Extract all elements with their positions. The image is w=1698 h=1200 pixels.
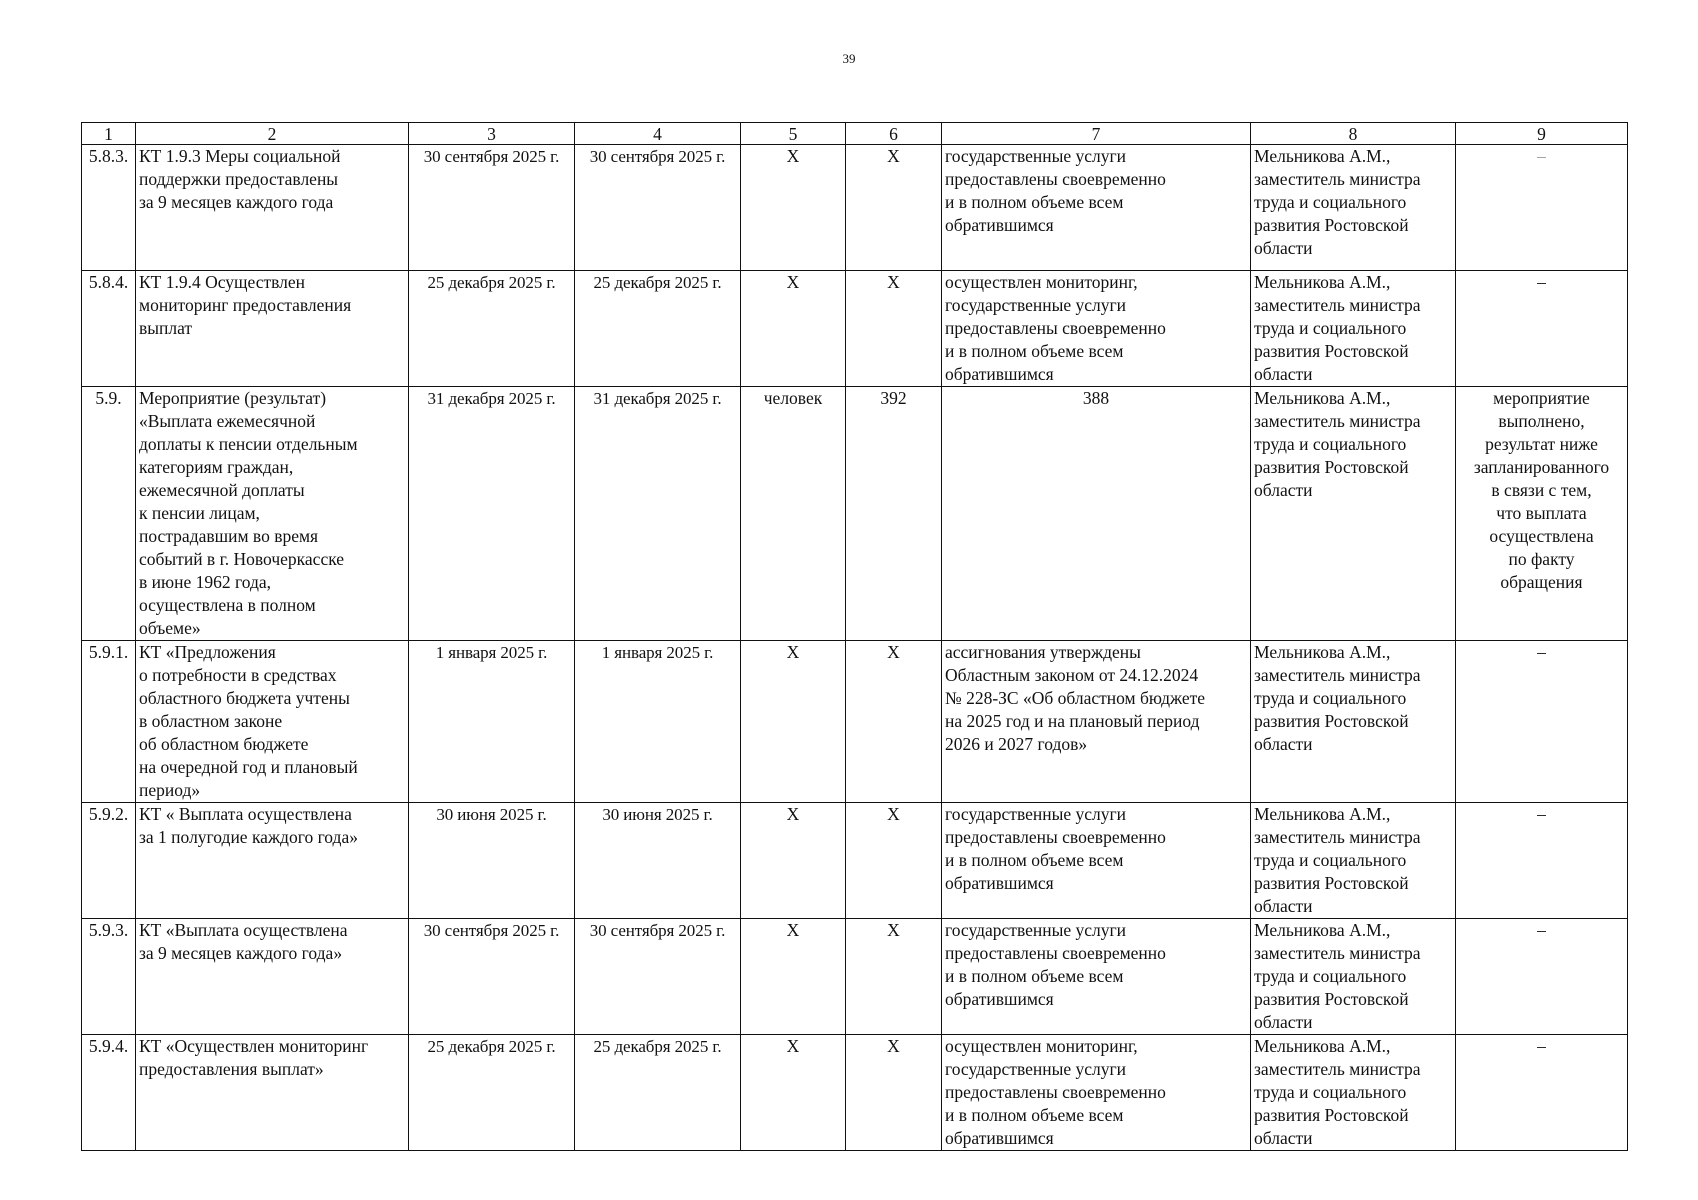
row-plan: 392 (846, 387, 942, 641)
row-date-end: 1 января 2025 г. (575, 641, 741, 803)
row-date-end: 30 сентября 2025 г. (575, 145, 741, 271)
row-date-start: 25 декабря 2025 г. (409, 1035, 575, 1151)
row-name: Мероприятие (результат) «Выплата ежемесячной доплаты к пенсии отдельным категориям граждан, ежемесячной доплаты к пенсии лицам, пострадавшим во время событий в г. Новочеркасске в июне 1962 года, осуществлена в полном объеме» (136, 387, 409, 641)
column-header-9: 9 (1456, 123, 1628, 145)
row-number: 5.8.4. (82, 271, 136, 387)
row-unit: Х (741, 641, 846, 803)
row-plan: Х (846, 919, 942, 1035)
row-note: – (1456, 1035, 1628, 1151)
row-responsible: Мельникова А.М., заместитель министра труда и социального развития Ростовской области (1251, 641, 1456, 803)
row-note: – (1456, 803, 1628, 919)
row-plan: Х (846, 1035, 942, 1151)
table-row (82, 145, 1628, 271)
row-name: КТ 1.9.3 Меры социальной поддержки предоставлены за 9 месяцев каждого года (136, 145, 409, 271)
row-unit: Х (741, 1035, 846, 1151)
row-unit: Х (741, 271, 846, 387)
row-unit: Х (741, 145, 846, 271)
column-header-3: 3 (409, 123, 575, 145)
row-result: осуществлен мониторинг, государственные услуги предоставлены своевременно и в полном объеме всем обратившимся (942, 271, 1251, 387)
row-unit: Х (741, 919, 846, 1035)
row-plan: Х (846, 641, 942, 803)
table-row (82, 271, 1628, 387)
row-name: КТ «Выплата осуществлена за 9 месяцев каждого года» (136, 919, 409, 1035)
row-name: КТ «Предложения о потребности в средствах областного бюджета учтены в областном законе об областном бюджете на очередной год и плановый период» (136, 641, 409, 803)
table-row (82, 1035, 1628, 1151)
row-responsible: Мельникова А.М., заместитель министра труда и социального развития Ростовской области (1251, 145, 1456, 271)
row-date-start: 30 сентября 2025 г. (409, 919, 575, 1035)
row-result: государственные услуги предоставлены своевременно и в полном объеме всем обратившимся (942, 919, 1251, 1035)
row-date-start: 31 декабря 2025 г. (409, 387, 575, 641)
row-number: 5.9. (82, 387, 136, 641)
column-header-7: 7 (942, 123, 1251, 145)
row-date-start: 25 декабря 2025 г. (409, 271, 575, 387)
report-table (81, 122, 1628, 1151)
row-note: – (1456, 641, 1628, 803)
row-result: 388 (942, 387, 1251, 641)
column-header-2: 2 (136, 123, 409, 145)
row-note: – (1456, 919, 1628, 1035)
row-plan: Х (846, 803, 942, 919)
row-result: государственные услуги предоставлены своевременно и в полном объеме всем обратившимся (942, 803, 1251, 919)
row-number: 5.9.1. (82, 641, 136, 803)
column-number-row (82, 123, 1628, 145)
row-number: 5.9.4. (82, 1035, 136, 1151)
row-result: осуществлен мониторинг, государственные услуги предоставлены своевременно и в полном объеме всем обратившимся (942, 1035, 1251, 1151)
table-row (82, 641, 1628, 803)
table-row (82, 387, 1628, 641)
row-date-end: 30 сентября 2025 г. (575, 919, 741, 1035)
row-number: 5.8.3. (82, 145, 136, 271)
table-row (82, 919, 1628, 1035)
row-note: – (1456, 271, 1628, 387)
row-name: КТ 1.9.4 Осуществлен мониторинг предоставления выплат (136, 271, 409, 387)
row-date-end: 31 декабря 2025 г. (575, 387, 741, 641)
column-header-1: 1 (82, 123, 136, 145)
row-date-start: 30 июня 2025 г. (409, 803, 575, 919)
row-note: – (1456, 145, 1628, 271)
row-unit: человек (741, 387, 846, 641)
row-responsible: Мельникова А.М., заместитель министра труда и социального развития Ростовской области (1251, 919, 1456, 1035)
row-responsible: Мельникова А.М., заместитель министра труда и социального развития Ростовской области (1251, 387, 1456, 641)
column-header-4: 4 (575, 123, 741, 145)
row-number: 5.9.3. (82, 919, 136, 1035)
column-header-5: 5 (741, 123, 846, 145)
row-result: государственные услуги предоставлены своевременно и в полном объеме всем обратившимся (942, 145, 1251, 271)
row-number: 5.9.2. (82, 803, 136, 919)
row-name: КТ « Выплата осуществлена за 1 полугодие каждого года» (136, 803, 409, 919)
row-unit: Х (741, 803, 846, 919)
row-date-start: 1 января 2025 г. (409, 641, 575, 803)
row-date-start: 30 сентября 2025 г. (409, 145, 575, 271)
table-row (82, 803, 1628, 919)
row-responsible: Мельникова А.М., заместитель министра труда и социального развития Ростовской области (1251, 803, 1456, 919)
column-header-6: 6 (846, 123, 942, 145)
row-plan: Х (846, 145, 942, 271)
row-date-end: 30 июня 2025 г. (575, 803, 741, 919)
row-date-end: 25 декабря 2025 г. (575, 1035, 741, 1151)
row-date-end: 25 декабря 2025 г. (575, 271, 741, 387)
row-result: ассигнования утверждены Областным законом от 24.12.2024 № 228-ЗС «Об областном бюджете на 2025 год и на плановый период 2026 и 2027 годов» (942, 641, 1251, 803)
column-header-8: 8 (1251, 123, 1456, 145)
row-plan: Х (846, 271, 942, 387)
row-name: КТ «Осуществлен мониторинг предоставления выплат» (136, 1035, 409, 1151)
row-responsible: Мельникова А.М., заместитель министра труда и социального развития Ростовской области (1251, 1035, 1456, 1151)
row-responsible: Мельникова А.М., заместитель министра труда и социального развития Ростовской области (1251, 271, 1456, 387)
page-number: 39 (842, 51, 856, 66)
row-note: мероприятие выполнено, результат ниже запланированного в связи с тем, что выплата осуществлена по факту обращения (1456, 387, 1628, 641)
